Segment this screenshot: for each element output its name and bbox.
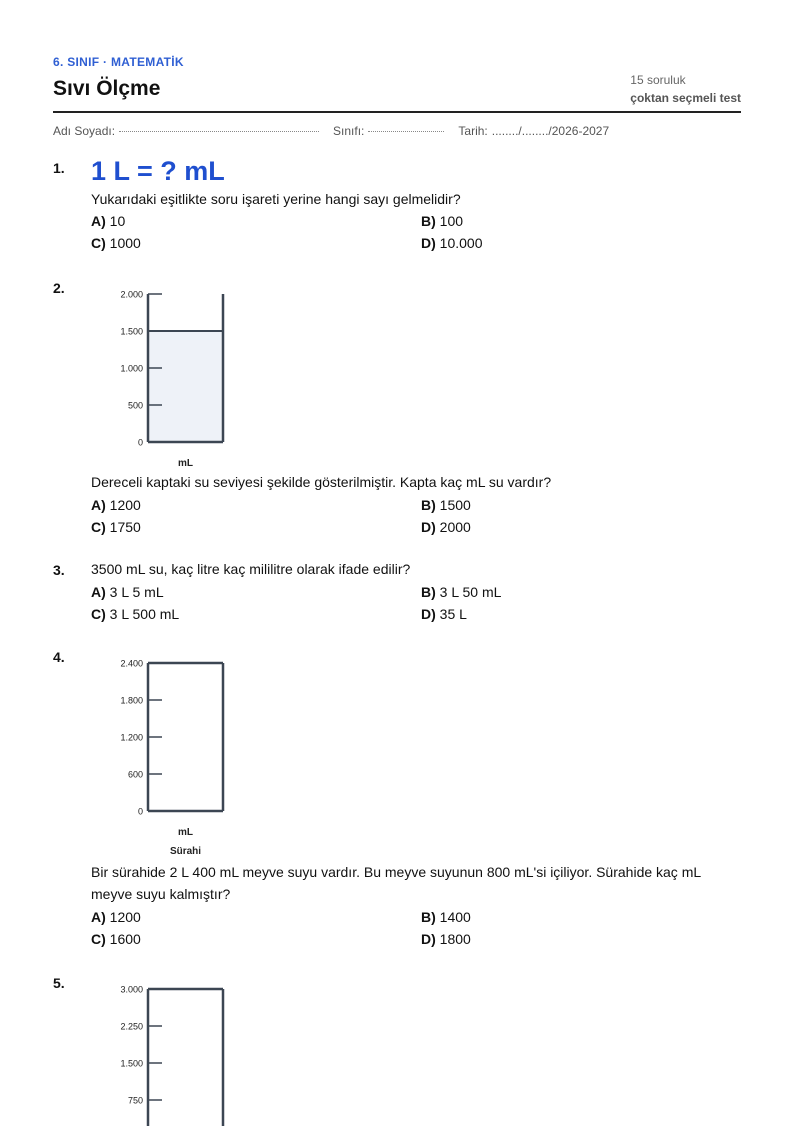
option-letter: D) bbox=[421, 519, 436, 535]
option-letter: A) bbox=[91, 497, 106, 513]
scale-tick-label: 1.000 bbox=[120, 363, 143, 374]
question-text: Dereceli kaptaki su seviyesi şekilde gösterilmiştir. Kapta kaç mL su vardır? bbox=[91, 474, 552, 490]
option-letter: C) bbox=[91, 519, 106, 535]
name-field[interactable] bbox=[119, 131, 319, 132]
option-c[interactable] bbox=[91, 519, 141, 535]
scale-tick-label: 2.400 bbox=[120, 658, 143, 669]
option-c[interactable] bbox=[91, 235, 141, 251]
option-letter: B) bbox=[421, 213, 436, 229]
option-c[interactable] bbox=[91, 931, 141, 947]
question-headline: 1 L = ? mL bbox=[91, 156, 225, 186]
scale-tick-label: 750 bbox=[127, 1095, 143, 1106]
option-value: 1000 bbox=[109, 235, 141, 251]
option-letter: C) bbox=[91, 931, 106, 947]
vessel-caption: Sürahi bbox=[169, 846, 202, 855]
scale-tick-label: 500 bbox=[127, 400, 143, 411]
question-text-line: Bir sürahide 2 L 400 mL meyve suyu vardır. Bu meyve suyunun 800 mL'si içiliyor. Sürahide kaç mL bbox=[91, 864, 702, 880]
option-value: 1750 bbox=[109, 519, 141, 535]
option-value: 100 bbox=[439, 213, 464, 229]
page-title: Sıvı Ölçme bbox=[53, 77, 161, 100]
question-number: 3. bbox=[53, 562, 65, 578]
option-value: 1200 bbox=[109, 909, 141, 925]
question-number: 1. bbox=[53, 160, 65, 176]
option-b[interactable] bbox=[421, 213, 463, 229]
option-letter: C) bbox=[91, 606, 106, 622]
option-value: 1400 bbox=[439, 909, 471, 925]
option-letter: C) bbox=[91, 235, 106, 251]
scale-tick-label: 0 bbox=[137, 437, 143, 448]
option-a[interactable] bbox=[91, 584, 164, 600]
option-c[interactable] bbox=[91, 606, 179, 622]
scale-tick-label: 0 bbox=[137, 806, 143, 817]
pitcher-figure bbox=[111, 655, 251, 855]
scale-tick-label: 1.800 bbox=[120, 695, 143, 706]
option-a[interactable] bbox=[91, 213, 125, 229]
option-value: 10 bbox=[109, 213, 126, 229]
scale-tick-label: 3.000 bbox=[120, 984, 143, 995]
option-letter: D) bbox=[421, 931, 436, 947]
scale-tick-label: 2.250 bbox=[120, 1021, 143, 1032]
scale-tick-label: 600 bbox=[127, 769, 143, 780]
student-info-line bbox=[53, 124, 741, 138]
option-letter: B) bbox=[421, 909, 436, 925]
question-number: 4. bbox=[53, 649, 65, 665]
option-letter: B) bbox=[421, 584, 436, 600]
option-value: 35 L bbox=[439, 606, 467, 622]
measuring-cup-figure bbox=[111, 286, 251, 466]
option-value: 1600 bbox=[109, 931, 141, 947]
scale-tick-label: 1.500 bbox=[120, 326, 143, 337]
option-b[interactable] bbox=[421, 909, 471, 925]
option-value: 1500 bbox=[439, 497, 471, 513]
option-a[interactable] bbox=[91, 909, 141, 925]
option-letter: D) bbox=[421, 235, 436, 251]
question-text: Yukarıdaki eşitlikte soru işareti yerine hangi sayı gelmelidir? bbox=[91, 191, 461, 207]
header-rule bbox=[53, 111, 741, 113]
option-d[interactable] bbox=[421, 606, 467, 622]
question-number: 2. bbox=[53, 280, 65, 296]
scale-tick-label: 1.500 bbox=[120, 1058, 143, 1069]
scale-tick-label: 2.000 bbox=[120, 289, 143, 300]
question-number: 5. bbox=[53, 975, 65, 991]
test-type: çoktan seçmeli test bbox=[630, 91, 741, 105]
class-label: Sınıfı: bbox=[333, 124, 365, 138]
name-label: Adı Soyadı: bbox=[53, 124, 116, 138]
option-letter: D) bbox=[421, 606, 436, 622]
question-text-line: meyve suyu kalmıştır? bbox=[91, 886, 231, 902]
option-b[interactable] bbox=[421, 497, 471, 513]
class-field[interactable] bbox=[368, 131, 444, 132]
option-value: 2000 bbox=[439, 519, 471, 535]
option-d[interactable] bbox=[421, 235, 483, 251]
question-text: 3500 mL su, kaç litre kaç mililitre olarak ifade edilir? bbox=[91, 561, 411, 577]
option-letter: A) bbox=[91, 584, 106, 600]
option-letter: A) bbox=[91, 909, 106, 925]
option-value: 1800 bbox=[439, 931, 471, 947]
option-value: 3 L 5 mL bbox=[109, 584, 164, 600]
measuring-container-figure bbox=[111, 981, 251, 1126]
option-b[interactable] bbox=[421, 584, 501, 600]
option-value: 3 L 50 mL bbox=[439, 584, 502, 600]
unit-label: mL bbox=[178, 458, 193, 466]
test-meta bbox=[630, 71, 741, 107]
option-d[interactable] bbox=[421, 519, 471, 535]
option-letter: A) bbox=[91, 213, 106, 229]
question-text bbox=[91, 861, 731, 905]
scale-tick-label: 1.200 bbox=[120, 732, 143, 743]
date-label: Tarih: bbox=[458, 124, 488, 138]
option-value: 1200 bbox=[109, 497, 141, 513]
liquid-fill bbox=[148, 331, 223, 442]
subject-label: 6. SINIF · MATEMATİK bbox=[53, 55, 184, 69]
option-letter: B) bbox=[421, 497, 436, 513]
option-value: 10.000 bbox=[439, 235, 483, 251]
question-count: 15 soruluk bbox=[630, 73, 686, 87]
option-d[interactable] bbox=[421, 931, 471, 947]
option-a[interactable] bbox=[91, 497, 141, 513]
date-field[interactable]: ......../......../2026-2027 bbox=[491, 124, 610, 138]
unit-label: mL bbox=[178, 827, 193, 838]
option-value: 3 L 500 mL bbox=[109, 606, 180, 622]
